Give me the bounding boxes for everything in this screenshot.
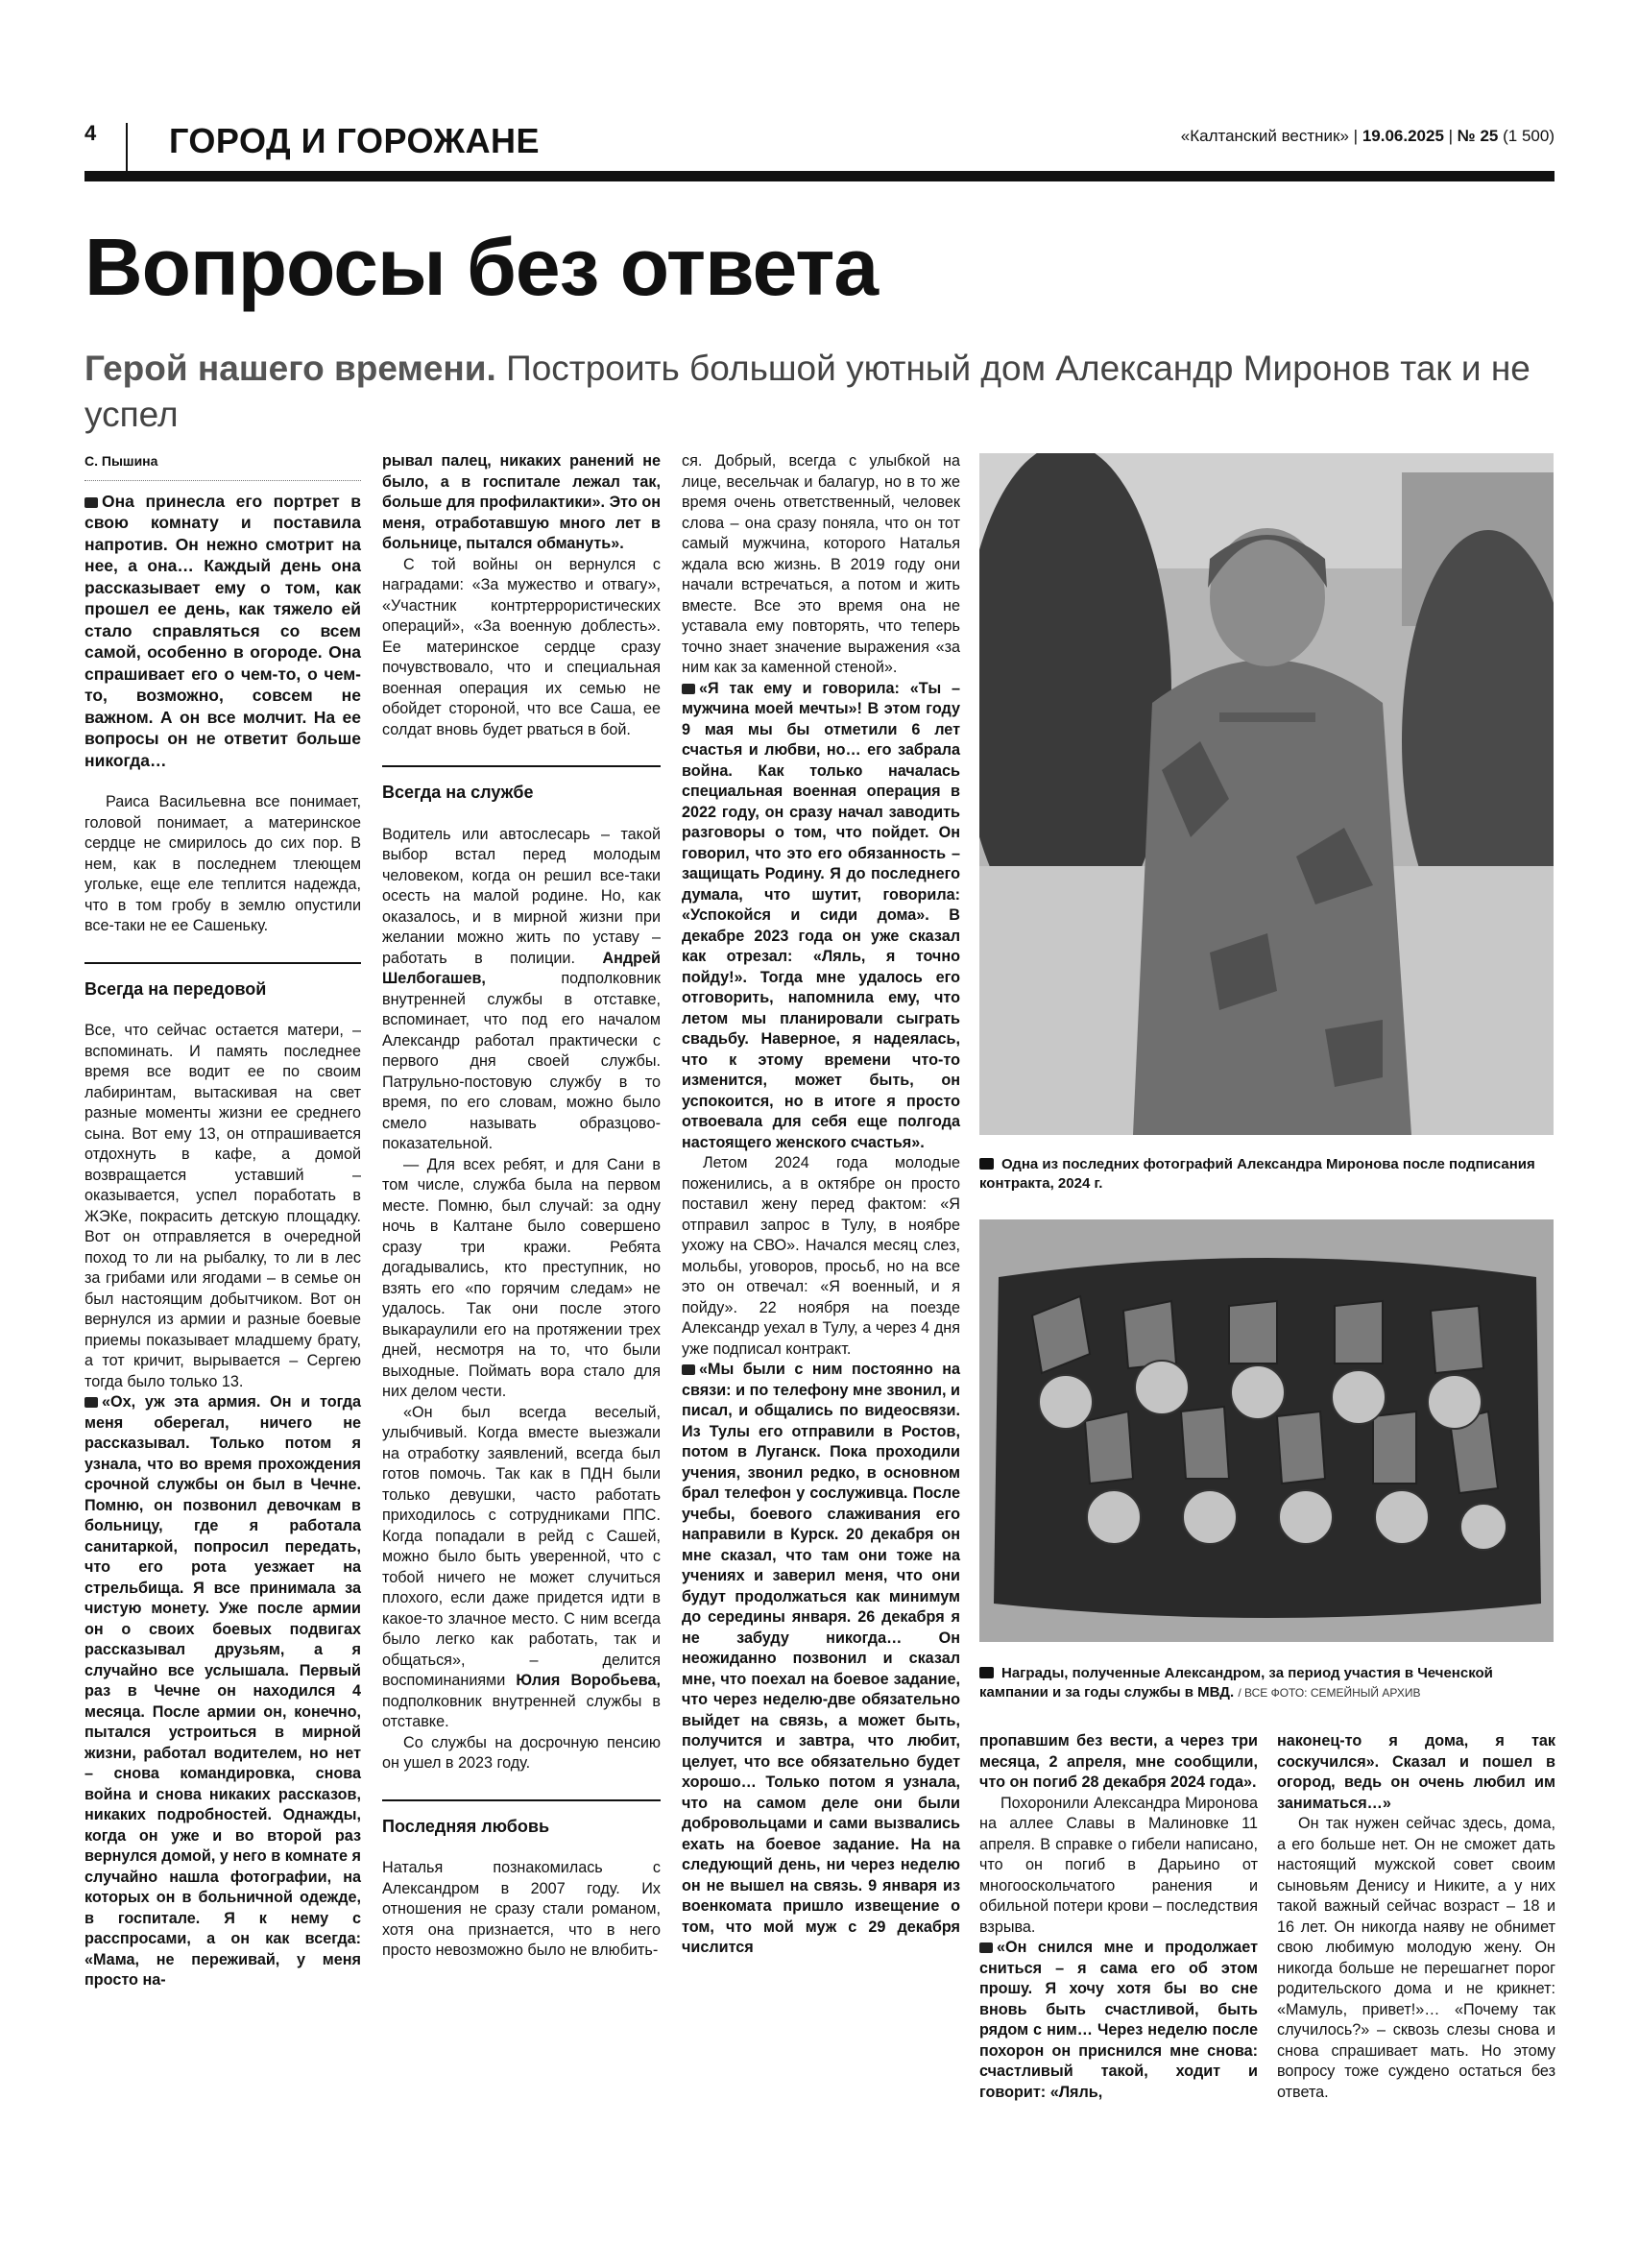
paragraph: Он так нужен сейчас здесь, дома, а его больше нет. Он не сможет дать настоящий мужской совет своим сыновьям Денису и Никите, а у них такой важный сейчас возраст – 18 и 16 лет. Он никогда наяву не обнимет свою любимую молодую жену. Он никогда больше не перешагнет порог родительского дома и не крикнет: «Мамуль, привет!»… «Почему так случилось?» – сквозь слезы снова и снова спрашивает мать. Но этому вопросу тоже суждено остаться без ответа. <box>1277 1815 1555 2101</box>
soldier-photo-image <box>979 453 1554 1135</box>
camera-icon <box>979 1158 994 1170</box>
quote-paragraph: «Я так ему и говорила: «Ты – мужчина моей мечты»! В этом году 9 мая мы бы отметили 6 лет счастья и любви, но… его забрала война. Как только началась специальная военная операция в 2022 году, он сразу начал заводить разговоры о том, что пойдет. Он говорил, что это его обязанность – защищать Родину. Я до последнего думала, что шутит, говорила: «Успокойся и сиди дома». В декабре 2023 года он уже сказал как отрезал: «Ляль, я точно пойду!». Тогда мне удалось его отговорить, напомнила ему, что летом мы планировали сыграть свадьбу. Наверное, я надеялась, что к этому времени что-то изменится, может быть, он успокоится, но в итоге я просто отвоевала для себя еще полгода настоящего женского счастья». <box>682 679 960 1151</box>
deck <box>84 346 1554 438</box>
paragraph: Все, что сейчас остается матери, – вспоминать. И память последнее время все водит ее по своим лабиринтам, вытаскивая на свет разные моменты жизни ее среднего сына. Вот ему 13, он отпрашивается отдохнуть в кафе, а домой возвращается уставший – оказывается, успел поработать в ЖЭКе, покрасить детскую площадку. Вот он отправляется в очередной поход то ли на рыбалку, то ли в лес за грибами или ягодами – в семье он был настоящим добытчиком. Вот он вернулся из армии и разные боевые приемы показывает младшему брату, а тот кричит, вырывается – Сергею тогда было только 13. <box>84 1022 361 1390</box>
subheading: Всегда на передовой <box>84 962 361 1001</box>
paragraph: пропавшим без вести, а через три месяца, 2 апреля, мне сообщили, что он погиб 28 декабря 2024 года». <box>979 1732 1258 1791</box>
camera-icon <box>979 1667 994 1678</box>
column-2 <box>382 451 661 1962</box>
issue-total: (1 500) <box>1503 127 1555 145</box>
medals-photo-image <box>979 1219 1554 1642</box>
column-4 <box>979 1731 1258 2103</box>
lead-paragraph: Она принесла его портрет в свою комнату и поставила напротив. Он нежно смотрит на нее, а она… Каждый день она рассказывает ему о том, как прошел ее день, как тяжело ей стало справляться со всем самой, особенно в огороде. Она спрашивает его о чем-то, о чем-то, возможно, совсем не важном. А он все молчит. На ее вопросы он не ответит больше никогда… <box>84 491 361 770</box>
photo-credit: / ВСЕ ФОТО: СЕМЕЙНЫЙ АРХИВ <box>1238 1686 1421 1700</box>
paragraph: Со службы на досрочную пенсию он ушел в 2023 году. <box>382 1733 661 1772</box>
person-name: Андрей Шелбогашев, <box>382 949 661 987</box>
issue-number: № 25 <box>1457 127 1499 145</box>
paragraph: «Он был всегда веселый, улыбчивый. Когда вместе выезжали на отработку заявлений, всегда был готов помочь. Так как в ПДН были только девушки, часто работать приходилось с сотрудниками ППС. Когда попадали в рейд с Сашей, можно было быть уверенной, что с тобой ничего не может случиться плохого, если даже придется идти в какое-то злачное место. С ним всегда было легко как работать, так и общаться», – делится воспоминаниями Юлия Воробьева, подполковник внутренней службы в отставке. <box>382 1403 661 1730</box>
quote-icon <box>682 684 695 694</box>
paragraph: наконец-то я дома, я так соскучился». Сказал и пошел в огород, ведь он очень любил им заниматься…» <box>1277 1732 1555 1812</box>
subheading: Последняя любовь <box>382 1799 661 1838</box>
paragraph: — Для всех ребят, и для Сани в том числе, служба была на первом месте. Помню, был случай: за одну ночь в Калтане было совершено сразу три кражи. Ребята догадывались, кто преступник, но взять его «по горячим следам» не удалось. Так они после этого выкараулили его на протяжении трех дней, несмотря на то, что были выходные. Поймать вора стало для них делом чести. <box>382 1155 661 1400</box>
newspaper-name: «Калтанский вестник» | <box>1180 127 1359 145</box>
photo-caption: Одна из последних фотографий Александра Миронова после подписания контракта, 2024 г. <box>979 1156 1535 1192</box>
subheading: Всегда на службе <box>382 765 661 804</box>
paragraph: ся. Добрый, всегда с улыбкой на лице, весельчак и балагур, но в то же время очень ответственный, человек слова – она сразу поняла, что он тот самый мужчина, которого Наталья ждала всю жизнь. В 2019 году они начали встречаться, а потом и жить вместе. Все это время она не уставала ему повторять, что теперь точно знает значение выражения «за ним как за каменной стеной». <box>682 452 960 676</box>
page-number: 4 <box>84 121 97 145</box>
paragraph: С той войны он вернулся с наградами: «За мужество и отвагу», «Участник контртеррористических операций», «За военную доблесть». Ее материнское сердце сразу почувствовало, что и специальная военная операция их семью не обойдет стороной, что все Саша, ее солдат вновь будет рваться в бой. <box>382 555 661 738</box>
header-rule <box>84 171 1555 181</box>
paragraph: Раиса Васильевна все понимает, головой понимает, а материнское сердце не смирилось до сих пор. В нем, как в последнем тлеющем угольке, еще еле теплится надежда, что в том гробу в землю опустили все-таки не ее Сашеньку. <box>84 793 361 934</box>
issue-info: «Калтанский вестник» | 19.06.2025 | № 25 (1 500) <box>1180 127 1555 145</box>
photo-caption: Награды, полученные Александром, за период участия в Чеченской кампании и за годы службы в МВД. / ВСЕ ФОТО: СЕМЕЙНЫЙ АРХИВ <box>979 1665 1493 1701</box>
quote-icon <box>682 1364 695 1375</box>
quote-icon <box>84 497 98 508</box>
paragraph: Водитель или автослесарь – такой выбор встал перед молодым человеком, когда он решил все-таки осесть на малой родине. Но, как оказалось, и в мирной жизни при желании можно жить по уставу – работать в полиции. Андрей Шелбогашев, подполковник внутренней службы в отставке, вспоминает, что под его началом Александр работал практически с первого дня своей службы. Патрульно-постовую службу в то время, по его словам, можно было смело называть образцово-показательной. <box>382 825 661 1152</box>
header-divider <box>126 123 128 171</box>
column-1 <box>84 451 361 1991</box>
quote-icon <box>979 1942 993 1953</box>
paragraph: Наталья познакомилась с Александром в 2007 году. Их отношения не сразу стали романом, хотя она признается, что в него просто невозможно было не влюбить- <box>382 1859 661 1959</box>
deck-rubric: Герой нашего времени. <box>84 349 496 388</box>
paragraph: рывал палец, никаких ранений не было, а в госпитале лежал так, больше для профилактики». Это он меня, отработавшую много лет в больнице, пытался обмануть». <box>382 452 661 552</box>
soldier-photo <box>979 453 1554 1135</box>
medals-photo <box>979 1219 1554 1642</box>
person-name: Юлия Воробьева, <box>516 1672 661 1689</box>
paragraph: Летом 2024 года молодые поженились, а в октябре он просто поставил жену перед фактом: «Я отправил запрос в Тулу, в ноябре ухожу на СВО». Начался месяц слез, мольбы, уговоров, просьб, но на все это он отвечал: «Я военный, и я пойду». 22 ноября на поезде Александр уехал в Тулу, а через 4 дня уже подписал контракт. <box>682 1154 960 1358</box>
section-title: ГОРОД И ГОРОЖАНЕ <box>169 121 541 160</box>
byline: С. Пышина <box>84 451 361 481</box>
paragraph: Похоронили Александра Миронова на аллее Славы в Малиновке 11 апреля. В справке о гибели написано, что он погиб в Дарьино от многооскольчатого ранения и обильной потери крови – последствия взрыва. <box>979 1794 1258 1936</box>
issue-date: 19.06.2025 <box>1362 127 1444 145</box>
deck-text: Построить большой уютный дом Александр Миронов так и не успел <box>84 349 1531 434</box>
quote-paragraph: «Мы были с ним постоянно на связи: и по телефону мне звонил, и писал, и общались по видеосвязи. Из Тулы его отправили в Ростов, потом в Луганск. Пока проходили учения, звонил редко, в основном брал телефон у сослуживца. После учебы, боевого слаживания его направили в Курск. 20 декабря он мне сказал, что там они тоже на учениях и заверил меня, что они будут продолжаться как минимум до середины января. 26 декабря я не забуду никогда… Он неожиданно позвонил и сказал мне, что поехал на боевое задание, что через неделю-две обязательно выйдет на связь, а может быть, получится и завтра, что любит, целует, что все обязательно будет хорошо… Только потом я узнала, что на самом деле они были добровольцами и сами вызвались ехать на боевое задание. На на следующий день, ни через неделю он не вышел на связь. 9 января из военкомата пришло извещение о том, что мой муж с 29 декабря числится <box>682 1361 960 1956</box>
column-3 <box>682 451 960 1959</box>
headline: Вопросы без ответа <box>84 222 879 312</box>
quote-paragraph: «Ох, уж эта армия. Он и тогда меня оберегал, ничего не рассказывал. Только потом я узнала, что во время прохождения срочной службы он был в Чечне. Помню, он позвонил девочкам в больницу, где я работала санитаркой, попросил передать, что его рота уезжает на стрельбища. Я все принимала за чистую монету. Уже после армии он о своих боевых подвигах рассказывал друзьям, а я случайно все услышала. Первый раз в Чечне он находился 4 месяца. После армии он, конечно, пытался устроиться в мирной жизни, работал водителем, но нет – снова командировка, снова война и снова никаких рассказов, никаких подробностей. Однажды, когда он уже и во второй раз вернулся домой, у него в комнате я случайно нашла фотографии, на которых он в больничной одежде, в госпитале. Я к нему с расспросами, а он как всегда: «Мама, не переживай, у меня просто на- <box>84 1393 361 1989</box>
quote-paragraph: «Он снился мне и продолжает сниться – я сама его об этом прошу. Я хочу хотя бы во сне вновь быть счастливой, быть рядом с ним… Через неделю после похорон он приснился мне снова: счастливый такой, ходит и говорит: «Ляль, <box>979 1939 1258 2101</box>
quote-icon <box>84 1397 98 1408</box>
column-5 <box>1277 1731 1555 2103</box>
